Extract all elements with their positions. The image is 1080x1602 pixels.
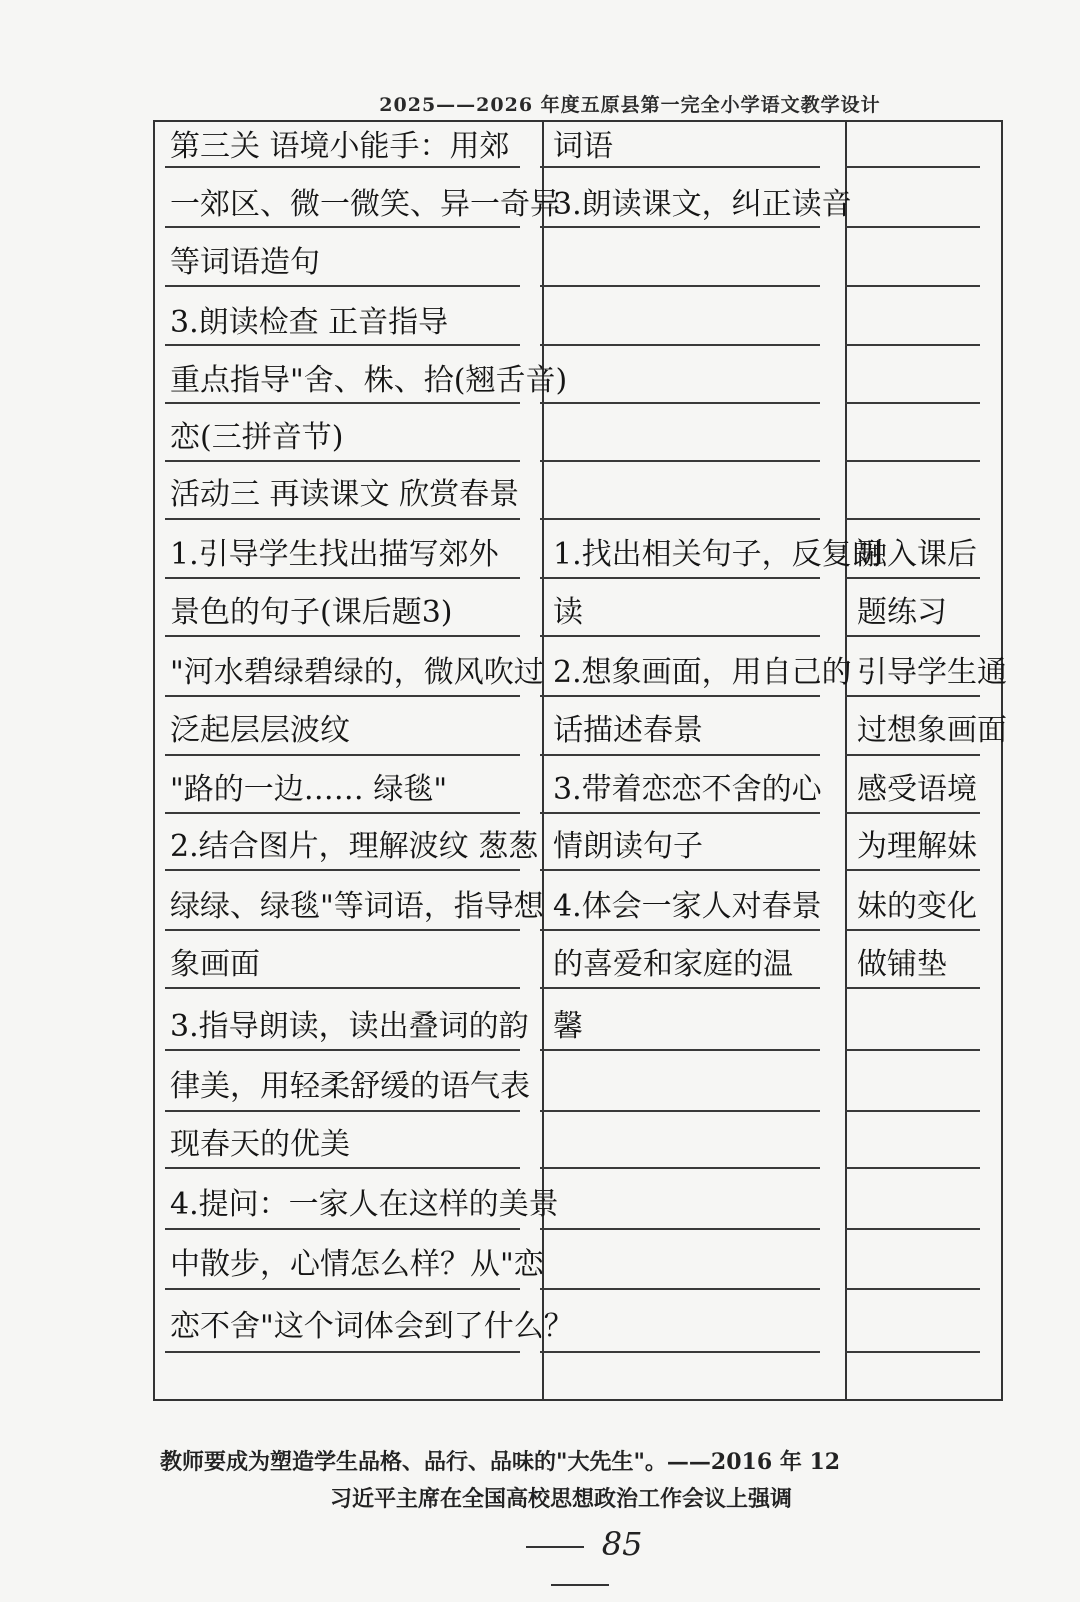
col2-line: 4.体会一家人对春景 [553,889,822,924]
row-rule [165,1288,520,1290]
col1-line: 3.朗读检查 正音指导 [170,305,449,340]
row-rule [540,1167,820,1169]
page-header-title: 2025——2026 年度五原县第一完全小学语文教学设计 [379,94,881,116]
row-rule [165,1110,520,1112]
col2-line: 词语 [553,129,613,164]
col1-line: 等词语造句 [170,245,320,280]
row-rule [165,1351,520,1353]
row-rule [165,226,520,228]
col1-line: 1.引导学生找出描写郊外 [170,537,499,572]
row-rule [845,869,980,871]
row-rule [540,635,820,637]
row-rule [845,1351,980,1353]
col2-line: 2.想象画面，用自己的 [553,655,852,690]
row-rule [845,402,980,404]
row-rule [845,1110,980,1112]
lesson-plan-table [153,120,1007,1401]
footer-quote: 教师要成为塑造学生品格、品行、品味的"大先生"。——2016 年 12 [160,1449,841,1475]
col3-line: 做铺垫 [857,947,947,982]
row-rule [165,754,520,756]
col3-line: 为理解妹 [857,829,977,864]
col1-line: 3.指导朗读，读出叠词的韵 [170,1009,529,1044]
col1-line: 绿绿、绿毯"等词语，指导想 [170,889,544,924]
col2-line: 1.找出相关句子，反复朗 [553,537,882,572]
row-rule [165,695,520,697]
col1-line: "路的一边…… 绿毯" [170,772,448,807]
col1-line: 泛起层层波纹 [170,713,350,748]
row-rule [845,285,980,287]
col2-line: 的喜爱和家庭的温 [553,947,793,982]
row-rule [845,754,980,756]
col1-line: 景色的句子(课后题3) [170,595,453,630]
row-rule [540,226,820,228]
row-rule [165,285,520,287]
row-rule [845,518,980,520]
row-rule [165,518,520,520]
col2-line: 读 [553,595,583,630]
col1-line: 恋不舍"这个词体会到了什么？ [170,1309,574,1344]
row-rule [540,754,820,756]
col1-line: 2.结合图片，理解波纹 葱葱 [170,829,539,864]
row-rule [540,1228,820,1230]
col3-line: 感受语境 [857,772,977,807]
col2-line: 3.带着恋恋不舍的心 [553,772,822,807]
col1-line: 4.提问：一家人在这样的美景 [170,1187,559,1222]
col3-line: 过想象画面 [857,713,1007,748]
col2-line: 馨 [553,1009,583,1044]
row-rule [845,1167,980,1169]
col3-line: 引导学生通 [857,655,1007,690]
page-number-value: 85 [601,1525,643,1563]
row-rule [165,929,520,931]
row-rule [165,1049,520,1051]
row-rule [540,285,820,287]
row-rule [845,166,980,168]
row-rule [540,577,820,579]
col1-line: 一郊区、微一微笑、异一奇异 [170,187,560,222]
row-rule [845,226,980,228]
column-divider-2 [845,122,847,1399]
row-rule [165,402,520,404]
col3-line: 融入课后 [857,537,977,572]
col1-line: "河水碧绿碧绿的，微风吹过 [170,655,544,690]
row-rule [165,166,520,168]
col1-line: 律美，用轻柔舒缓的语气表 [170,1069,530,1104]
row-rule [540,987,820,989]
row-rule [540,1288,820,1290]
row-rule [540,869,820,871]
col1-line: 现春天的优美 [170,1127,350,1162]
row-rule [165,460,520,462]
row-rule [845,1288,980,1290]
row-rule [540,1110,820,1112]
row-rule [845,344,980,346]
col1-line: 象画面 [170,947,260,982]
page-number [480,1525,680,1601]
row-rule [845,635,980,637]
row-rule [845,929,980,931]
row-rule [845,460,980,462]
row-rule [540,518,820,520]
row-rule [845,1049,980,1051]
col2-line: 话描述春景 [553,713,703,748]
row-rule [165,812,520,814]
row-rule [540,344,820,346]
row-rule [845,1228,980,1230]
col1-line: 中散步，心情怎么样？从"恋 [170,1247,544,1282]
dash-right [551,1584,609,1586]
row-rule [540,1351,820,1353]
col1-line: 恋(三拼音节) [170,420,344,455]
row-rule [845,812,980,814]
row-rule [540,695,820,697]
row-rule [845,577,980,579]
col1-line: 活动三 再读课文 欣赏春景 [170,477,520,512]
row-rule [165,987,520,989]
row-rule [540,929,820,931]
col3-line: 妹的变化 [857,889,977,924]
row-rule [165,577,520,579]
row-rule [540,460,820,462]
row-rule [845,695,980,697]
row-rule [540,402,820,404]
row-rule [165,344,520,346]
row-rule [540,812,820,814]
row-rule [540,1049,820,1051]
footer-source: 习近平主席在全国高校思想政治工作会议上强调 [330,1486,793,1512]
col1-line: 第三关 语境小能手：用郊 [170,129,510,164]
col2-line: 3.朗读课文，纠正读音 [553,187,852,222]
row-rule [165,869,520,871]
row-rule [165,1167,520,1169]
row-rule [165,1228,520,1230]
col2-line: 情朗读句子 [553,829,703,864]
col1-line: 重点指导"舍、株、拾(翘舌音) [170,363,568,398]
dash-left [526,1546,584,1548]
row-rule [540,166,820,168]
row-rule [845,987,980,989]
row-rule [165,635,520,637]
col3-line: 题练习 [857,595,947,630]
